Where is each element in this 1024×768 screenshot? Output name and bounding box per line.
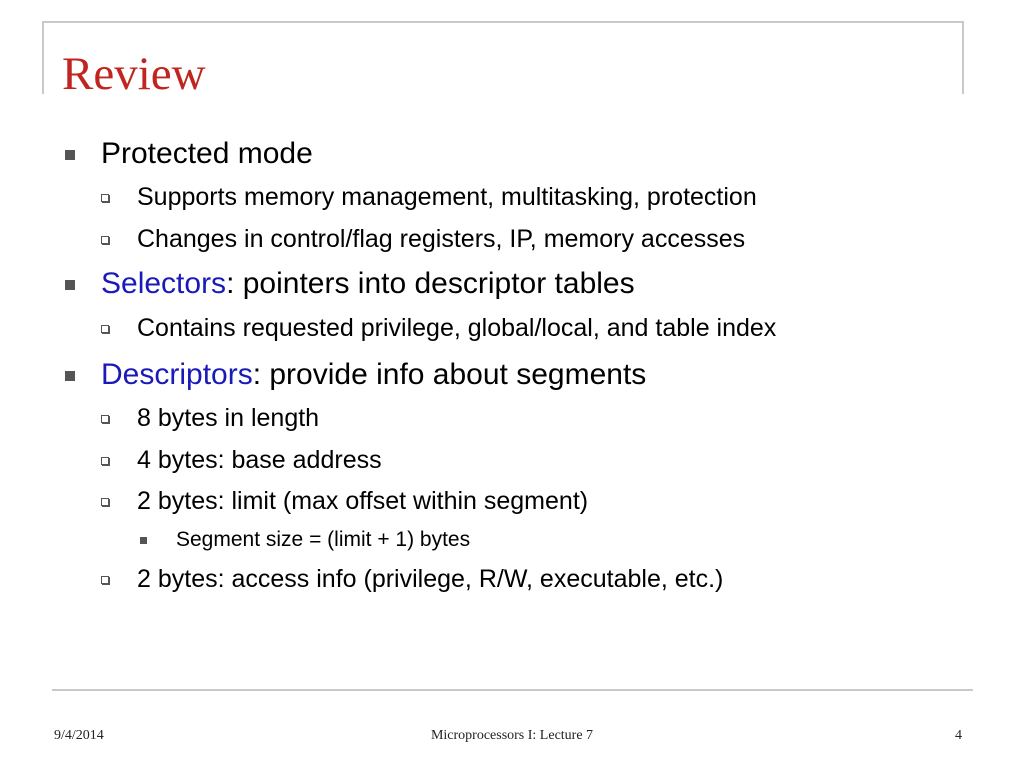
bullet-text: Segment size = (limit + 1) bytes bbox=[176, 528, 471, 551]
bullet-text: 4 bytes: base address bbox=[137, 446, 382, 474]
sub-bullet-contains-privilege bbox=[137, 313, 776, 343]
bullet-text: 2 bytes: access info (privilege, R/W, executable, etc.) bbox=[137, 565, 724, 593]
keyword-selectors: Selectors bbox=[101, 267, 227, 300]
bullet-text: Protected mode bbox=[101, 137, 313, 170]
sub-sub-bullet-segment-size bbox=[176, 527, 470, 553]
hollow-square-bullet-icon bbox=[101, 325, 109, 333]
bullet-text: 8 bytes in length bbox=[137, 404, 320, 432]
square-bullet-icon bbox=[65, 280, 75, 290]
footer-title: Microprocessors I: Lecture 7 bbox=[430, 728, 594, 743]
sub-bullet-changes-registers bbox=[137, 224, 745, 254]
bullet-protected-mode bbox=[101, 136, 313, 172]
footer-divider bbox=[52, 689, 973, 691]
hollow-square-bullet-icon bbox=[101, 576, 109, 584]
slide-title: Review bbox=[62, 48, 206, 100]
bullet-descriptors bbox=[101, 357, 646, 393]
bullet-selectors bbox=[101, 266, 635, 302]
keyword-descriptors: Descriptors bbox=[101, 358, 253, 391]
square-bullet-icon bbox=[140, 537, 147, 544]
hollow-square-bullet-icon bbox=[101, 415, 109, 423]
hollow-square-bullet-icon bbox=[101, 236, 109, 244]
sub-bullet-limit bbox=[137, 486, 588, 516]
square-bullet-icon bbox=[65, 371, 75, 381]
footer-date: 9/4/2014 bbox=[54, 728, 104, 743]
sub-bullet-supports-memory bbox=[137, 182, 757, 212]
page-number: 4 bbox=[955, 728, 962, 743]
bullet-text: Changes in control/flag registers, IP, memory accesses bbox=[137, 225, 746, 253]
sub-bullet-base-address bbox=[137, 445, 382, 475]
sub-bullet-access-info bbox=[137, 564, 723, 594]
bullet-text: Supports memory management, multitasking, protection bbox=[137, 183, 757, 211]
bullet-text: Contains requested privilege, global/local, and table index bbox=[137, 314, 777, 342]
hollow-square-bullet-icon bbox=[101, 457, 109, 465]
square-bullet-icon bbox=[65, 150, 75, 160]
bullet-text: : provide info about segments bbox=[252, 358, 647, 391]
bullet-text: 2 bytes: limit (max offset within segment) bbox=[137, 487, 589, 515]
sub-bullet-8-bytes bbox=[137, 403, 319, 433]
hollow-square-bullet-icon bbox=[101, 194, 109, 202]
hollow-square-bullet-icon bbox=[101, 498, 109, 506]
bullet-text: : pointers into descriptor tables bbox=[226, 267, 635, 300]
